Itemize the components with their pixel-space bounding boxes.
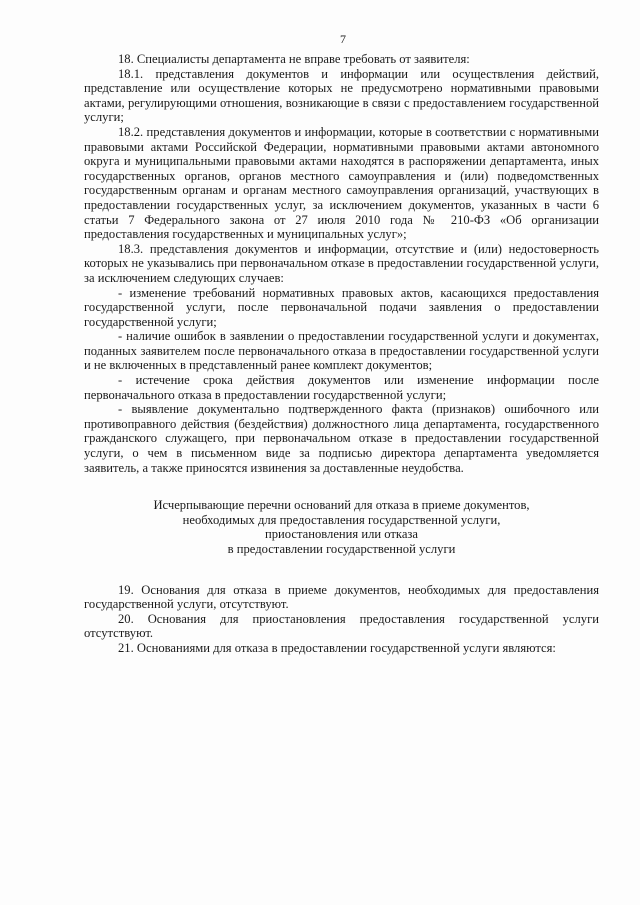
document-body xyxy=(84,52,599,656)
page-number: 7 xyxy=(340,32,346,46)
bullet-item: - истечение срока действия документов или изменение информации после первоначального отказа в предоставлении государственной услуги; xyxy=(84,373,599,402)
bullet-item: - наличие ошибок в заявлении о предоставлении государственной услуги и документах, поданных заявителем после первоначального отказа в предоставлении государственной услуги и не включенных в представленный ранее комплект документов; xyxy=(84,329,599,373)
paragraph-18-2: 18.2. представления документов и информации, которые в соответствии с нормативными правовыми актами Российской Федерации, нормативными правовыми актами автономного округа и муниципальными правовыми актами находятся в распоряжении департамента, иных государственных органов, органов местного самоуправления и (или) подведомственных государственным органам и органам местного самоуправления организаций, участвующих в предоставлении государственных услуг, за исключением документов, указанных в части 6 статьи 7 Федерального закона от 27 июля 2010 года № 210-ФЗ «Об организации предоставления государственных и муниципальных услуг»; xyxy=(84,124,599,242)
section-heading-line: в предоставлении государственной услуги xyxy=(227,542,456,556)
bullet-item: - изменение требований нормативных правовых актов, касающихся предоставления государственной услуги, после первоначальной подачи заявления о предоставлении государственной услуги; xyxy=(84,285,599,329)
paragraph-18: 18. Специалисты департамента не вправе требовать от заявителя: xyxy=(118,52,470,66)
section-heading-line: необходимых для предоставления государственной услуги, xyxy=(182,512,501,527)
section-heading-line: приостановления или отказа xyxy=(265,527,418,542)
paragraph-21: 21. Основаниями для отказа в предоставлении государственной услуги являются: xyxy=(118,640,556,655)
paragraph-19: 19. Основания для отказа в приеме документов, необходимых для предоставления государственной услуги, отсутствуют. xyxy=(84,582,599,612)
paragraph-18-1: 18.1. представления документов и информации или осуществления действий, представление или осуществление которых не предусмотрено нормативными правовыми актами, регулирующими отношения, возникающие в связи с предоставлением государственной услуги; xyxy=(84,66,599,125)
section-heading-line: Исчерпывающие перечни оснований для отказа в приеме документов, xyxy=(153,498,530,513)
paragraph-20: 20. Основания для приостановления предоставления государственной услуги отсутствуют. xyxy=(84,611,599,641)
section-heading xyxy=(84,498,599,556)
bullet-item: - выявление документально подтвержденного факта (признаков) ошибочного или противоправного действия (бездействия) должностного лица департамента, государственного гражданского служащего, при первоначальном отказе в предоставлении государственной услуги, о чем в письменном виде за подписью директора департамента уведомляется заявитель, а также приносятся извинения за доставленные неудобства. xyxy=(84,402,599,475)
paragraph-18-3: 18.3. представления документов и информации, отсутствие и (или) недостоверность которых не указывались при первоначальном отказе в предоставлении государственной услуги, за исключением следующих случаев: xyxy=(84,241,599,285)
